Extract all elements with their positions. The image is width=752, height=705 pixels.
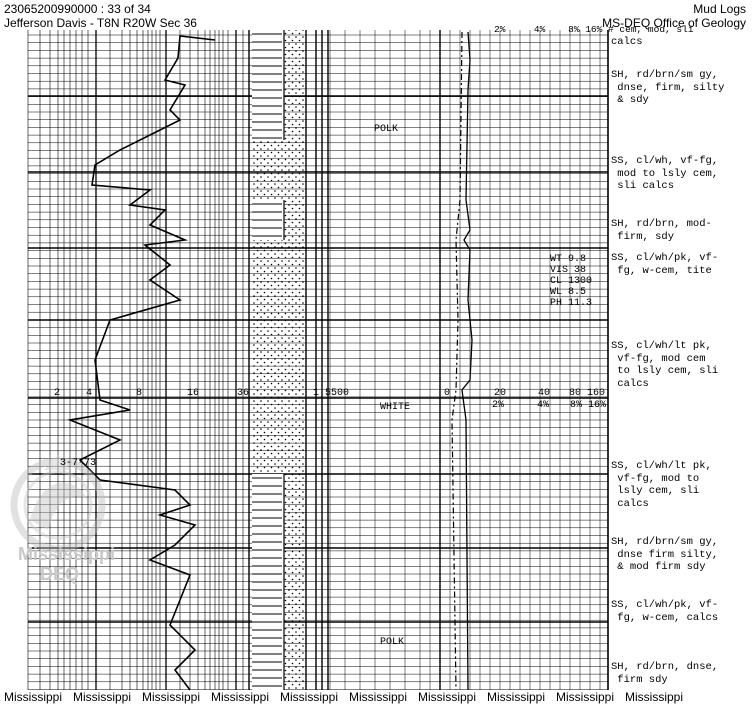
lith-desc-6: SS, cl/wh/lt pk, vf-fg, mod cem to lsly cem, sli calcs xyxy=(611,340,719,390)
gas-scale-16: 16 xyxy=(187,388,200,399)
formation-polk-bottom: POLK xyxy=(380,637,405,648)
mud-pct-2: 2% xyxy=(492,400,505,411)
footer-mississippi-5: Mississippi xyxy=(280,690,339,704)
watermark-deq: DEQ xyxy=(40,564,80,584)
footer-watermark-row xyxy=(0,690,752,705)
lith-desc-10: SH, rd/brn, dnse, firm sdy xyxy=(611,661,719,686)
lith-desc-3: SS, cl/wh, vf-fg, mod to lsly cem, sli calcs xyxy=(611,155,719,192)
mud-scale-20: 20 xyxy=(494,388,507,399)
lith-desc-8: SH, rd/brn/sm gy, dnse firm silty, & mod firm sdy xyxy=(611,536,719,573)
gas-scale-4: 4 xyxy=(86,388,93,399)
chloride-curve xyxy=(452,32,462,690)
watermark-mississippi: Mississippi xyxy=(18,544,116,564)
well-location: Jefferson Davis - T8N R20W Sec 36 xyxy=(4,16,197,30)
footer-mississippi-9: Mississippi xyxy=(556,690,615,704)
footer-mississippi-1: Mississippi xyxy=(4,690,63,704)
footer-mississippi-8: Mississippi xyxy=(487,690,546,704)
lith-desc-5: SS, cl/wh/pk, vf- fg, w-cem, tite xyxy=(611,252,719,277)
depth-label: 1 5500 xyxy=(313,388,350,399)
lith-desc-9: SS, cl/wh/pk, vf- fg, w-cem, calcs xyxy=(611,599,719,624)
mud-pct-16: 16% xyxy=(588,400,607,411)
gas-scale-8: 8 xyxy=(136,388,143,399)
cutoff-text: 2% 4% 8% 16% # cem, mod, sli xyxy=(494,24,694,35)
lith-desc-2: SH, rd/brn/sm gy, dnse, firm, silty & sdy xyxy=(611,69,725,106)
lithology-column xyxy=(252,30,304,690)
doc-id: 23065200990000 : 33 of 34 xyxy=(4,2,151,16)
footer-mississippi-7: Mississippi xyxy=(418,690,477,704)
gas-scale-36: 36 xyxy=(237,388,250,399)
formation-white: WHITE xyxy=(380,402,411,413)
shale-block xyxy=(252,30,284,140)
log-type: Mud Logs xyxy=(693,2,746,16)
lith-desc-4: SH, rd/brn, mod- firm, sdy xyxy=(611,218,712,243)
lith-desc-7: SS, cl/wh/lt pk, vf-fg, mod to lsly cem, sli calcs xyxy=(611,460,712,510)
footer-mississippi-6: Mississippi xyxy=(349,690,408,704)
mud-pct-8: 8% xyxy=(570,400,583,411)
total-gas-curve xyxy=(70,36,215,690)
footer-mississippi-4: Mississippi xyxy=(211,690,270,704)
mud-scale-160: 160 xyxy=(587,388,606,399)
footer-mississippi-10: Mississippi xyxy=(625,690,684,704)
agency-name: MS-DEQ Office of Geology xyxy=(602,16,746,30)
log-grid xyxy=(28,30,608,690)
mud-scale-80: 80 xyxy=(569,388,582,399)
gas-scale-2: 2 xyxy=(54,388,61,399)
date-annotation: 3-7-73 xyxy=(60,458,97,469)
footer-mississippi-3: Mississippi xyxy=(142,690,201,704)
mud-properties: WT 9.8 VIS 38 CL 1300 WL 8.5 PH 11.3 xyxy=(550,254,593,309)
footer-mississippi-2: Mississippi xyxy=(73,690,132,704)
mud-scale-0: 0 xyxy=(444,388,451,399)
mud-scale-40: 40 xyxy=(538,388,551,399)
mud-pct-4: 4% xyxy=(537,400,550,411)
lith-desc-1: calcs xyxy=(611,36,643,48)
formation-polk-top: POLK xyxy=(374,124,399,135)
mud-weight-curve xyxy=(462,32,472,690)
